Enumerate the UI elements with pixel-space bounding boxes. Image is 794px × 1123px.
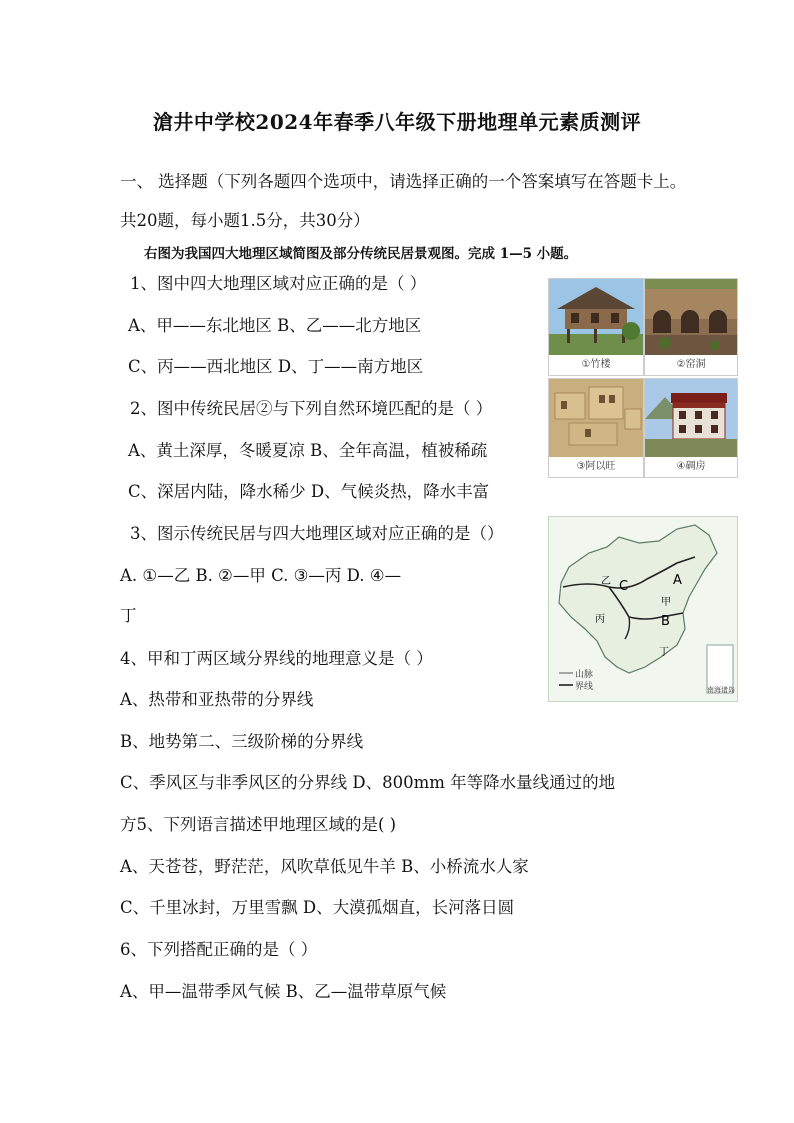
question-3-options: A. ①—乙 B. ②—甲 C. ③—丙 D. ④— bbox=[120, 566, 402, 585]
question-5: 方5、下列语言描述甲地理区域的是( ) bbox=[120, 815, 397, 834]
section-heading-cont: 共20题，每小题1.5分，共30分） bbox=[120, 211, 370, 230]
china-region-map bbox=[548, 516, 738, 702]
photo-caption-4: ④碉房 bbox=[645, 457, 737, 477]
photo-aiwang bbox=[548, 378, 644, 478]
question-intro: 右图为我国四大地理区域简图及部分传统民居景观图。完成 1—5 小题。 bbox=[144, 246, 578, 262]
map-inset-label: 南海诸岛 bbox=[707, 686, 735, 694]
question-6-options-ab: A、甲—温带季风气候 B、乙—温带草原气候 bbox=[120, 982, 447, 1001]
question-2-options-cd: C、深居内陆，降水稀少 D、气候炎热，降水丰富 bbox=[128, 482, 490, 501]
question-5-options-cd: C、千里冰封，万里雪飘 D、大漠孤烟直，长河落日圆 bbox=[120, 898, 515, 917]
photo-caption-1: ①竹楼 bbox=[549, 355, 643, 375]
photo-caption-2: ②窑洞 bbox=[645, 355, 737, 375]
question-2-options-ab: A、黄土深厚，冬暖夏凉 B、全年高温，植被稀疏 bbox=[128, 441, 488, 460]
photo-stone-house bbox=[644, 378, 738, 478]
map-line-label-b: B bbox=[661, 614, 670, 629]
map-label-yi: 乙 bbox=[601, 576, 611, 587]
section-heading: 一、 选择题（下列各题四个选项中，请选择正确的一个答案填写在答题卡上。 bbox=[120, 172, 687, 191]
question-1-options-cd: C、丙——西北地区 D、丁——南方地区 bbox=[128, 357, 424, 376]
photo-bamboo-house bbox=[548, 278, 644, 376]
map-label-jia: 甲 bbox=[661, 597, 671, 608]
aiwang-image bbox=[549, 379, 643, 457]
stone-house-image bbox=[645, 379, 737, 457]
photo-caption-3: ③阿以旺 bbox=[549, 457, 643, 477]
question-4-option-a: A、热带和亚热带的分界线 bbox=[120, 690, 314, 709]
question-5-options-ab: A、天苍苍，野茫茫，风吹草低见牛羊 B、小桥流水人家 bbox=[120, 857, 529, 876]
question-6: 6、下列搭配正确的是（ ） bbox=[120, 940, 318, 959]
page-title: 滄井中学校2024年春季八年级下册地理单元素质测评 bbox=[152, 110, 642, 134]
photo-cave-dwelling bbox=[644, 278, 738, 376]
map-legend-border: 界线 bbox=[575, 682, 594, 692]
question-3-options-tail: 丁 bbox=[120, 606, 137, 625]
question-1: 1、图中四大地理区域对应正确的是（ ） bbox=[130, 274, 427, 293]
question-3: 3、图示传统民居与四大地理区域对应正确的是（） bbox=[130, 524, 504, 543]
question-4-option-b: B、地势第二、三级阶梯的分界线 bbox=[120, 732, 364, 751]
cave-dwelling-image bbox=[645, 279, 737, 355]
map-line-label-a: A bbox=[673, 573, 682, 588]
question-4-options-cd: C、季风区与非季风区的分界线 D、800mm 年等降水量线通过的地 bbox=[120, 773, 616, 792]
question-4: 4、甲和丁两区域分界线的地理意义是（ ） bbox=[120, 649, 433, 668]
map-line-label-c: C bbox=[619, 579, 629, 594]
map-label-bing: 丙 bbox=[595, 614, 605, 625]
map-label-ding: 丁 bbox=[659, 647, 669, 658]
bamboo-house-image bbox=[549, 279, 643, 355]
question-2: 2、图中传统民居②与下列自然环境匹配的是（ ） bbox=[130, 399, 493, 418]
map-legend-mountain: 山脉 bbox=[575, 670, 594, 680]
question-1-options-ab: A、甲——东北地区 B、乙——北方地区 bbox=[128, 316, 422, 335]
